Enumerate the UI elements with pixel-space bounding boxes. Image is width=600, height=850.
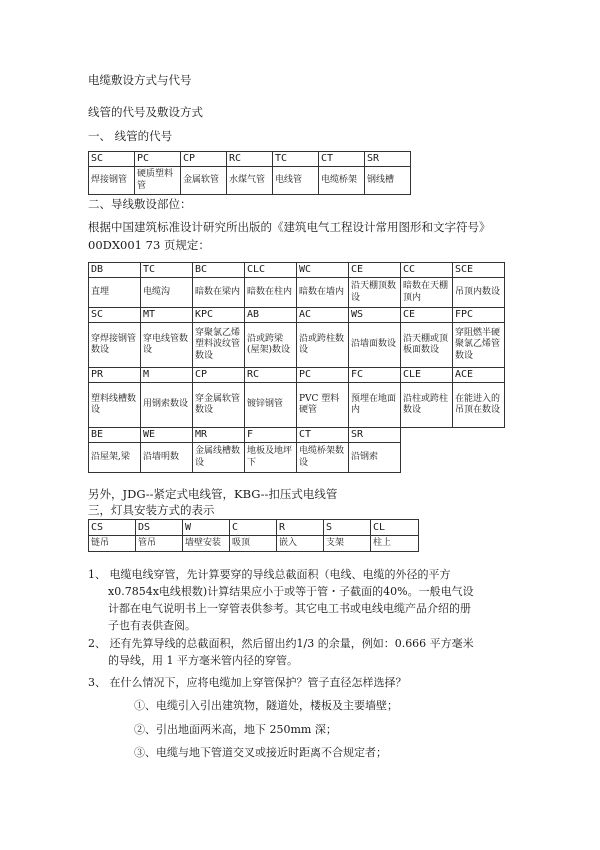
table-cell-code: WE <box>141 428 193 443</box>
wiring-location-table <box>88 262 505 473</box>
table-cell-code: BC <box>193 263 245 278</box>
table-cell-code: ACE <box>453 368 505 383</box>
table-cell-desc: 沿柱或跨柱数设 <box>401 383 453 428</box>
table-cell-desc: 嵌入 <box>277 536 324 552</box>
table-cell-desc: 预埋在地面内 <box>349 383 401 428</box>
table-cell-code: PC <box>297 368 349 383</box>
table-cell-code: CT <box>319 152 365 167</box>
table-cell-code: BE <box>89 428 141 443</box>
table-cell-code: CS <box>89 520 136 536</box>
table-cell-desc: 链吊 <box>89 536 136 552</box>
table-cell-desc: 直埋 <box>89 278 141 308</box>
table-cell-desc: 穿聚氯乙烯塑料波纹管数设 <box>193 323 245 368</box>
table-cell-desc: 沿天棚顶数设 <box>349 278 401 308</box>
table-cell-code: AC <box>297 308 349 323</box>
table-cell-desc: 墙壁安装 <box>183 536 230 552</box>
table-cell-desc: 塑料线槽数设 <box>89 383 141 428</box>
table-cell-desc: 暗数在梁内 <box>193 278 245 308</box>
table-cell-code: CLE <box>401 368 453 383</box>
part3-heading: 三，灯具安装方式的表示 <box>88 503 215 517</box>
table-cell-desc: 支架 <box>324 536 371 552</box>
table-cell-code: SC <box>89 152 135 167</box>
paragraph-1-line-3: 计都在电气说明书上一穿管表供参考。其它电工书或电线电缆产品介绍的册 <box>108 602 471 615</box>
table-cell-code: SCE <box>453 263 505 278</box>
table-cell-desc: 地板及地坪下 <box>245 443 297 473</box>
table-cell-code: CP <box>181 152 227 167</box>
table-cell-desc: 沿墙明数 <box>141 443 193 473</box>
table-cell-code: CP <box>193 368 245 383</box>
table-cell-desc: 金属线槽数设 <box>193 443 245 473</box>
table-cell-code: TC <box>273 152 319 167</box>
table-cell-code: WC <box>297 263 349 278</box>
list-item-1: ①、电缆引入引出建筑物，隧道处，楼板及主要墙壁； <box>134 699 398 712</box>
table-cell-empty <box>401 443 453 473</box>
table-cell-desc: 沿钢索 <box>349 443 401 473</box>
paragraph-1-line-4: 子也有表供查阅。 <box>108 619 196 632</box>
table-cell-desc: 穿焊接钢管数设 <box>89 323 141 368</box>
table-cell-code: FPC <box>453 308 505 323</box>
table-cell-desc: 电缆桥架数设 <box>297 443 349 473</box>
table-cell-desc: 电缆沟 <box>141 278 193 308</box>
table-cell-code: KPC <box>193 308 245 323</box>
table-cell-desc: 焊接钢管 <box>89 167 135 195</box>
table-cell-desc: 水煤气管 <box>227 167 273 195</box>
paragraph-2-line-1: 2、 还有先算导线的总截面积，然后留出约1/3 的余量，例如：0.666 平方毫米 <box>88 637 474 650</box>
table-cell-desc: 沿屋架,梁 <box>89 443 141 473</box>
table-cell-desc: 吸顶 <box>230 536 277 552</box>
note-line: 另外，JDG--紧定式电线管，KBG--扣压式电线管 <box>88 487 338 501</box>
table-cell-desc: 穿阻燃半硬聚氯乙烯管数设 <box>453 323 505 368</box>
table-cell-desc: 管吊 <box>136 536 183 552</box>
table-cell-desc: 硬质塑料管 <box>135 167 181 195</box>
table-cell-desc: PVC 塑料硬管 <box>297 383 349 428</box>
table-cell-code: RC <box>227 152 273 167</box>
table-cell-desc: 暗数在柱内 <box>245 278 297 308</box>
table-cell-desc: 沿或跨梁(屋架)数设 <box>245 323 297 368</box>
lamp-install-table <box>88 519 419 552</box>
list-item-3: ③、电缆与地下管道交叉或接近时距离不合规定者； <box>134 746 387 759</box>
table-cell-code: WS <box>349 308 401 323</box>
table-cell-code: M <box>141 368 193 383</box>
table-cell-code: S <box>324 520 371 536</box>
table-cell-code: DB <box>89 263 141 278</box>
table-cell-code: TC <box>141 263 193 278</box>
table-cell-empty <box>453 443 505 473</box>
table-cell-desc: 柱上 <box>371 536 419 552</box>
table-cell-code: CT <box>297 428 349 443</box>
table-cell-code: F <box>245 428 297 443</box>
table-cell-desc: 穿金属软管数设 <box>193 383 245 428</box>
table-cell-code: R <box>277 520 324 536</box>
table-cell-code: CC <box>401 263 453 278</box>
paragraph-1-line-1: 1、 电缆电线穿管，先计算要穿的导线总截面积（电线、电缆的外径的平方 <box>88 568 451 581</box>
table-cell-desc: 用钢索数设 <box>141 383 193 428</box>
part1-heading: 一、 线管的代号 <box>88 129 173 143</box>
part2-heading: 二、导线敷设部位： <box>88 197 192 211</box>
table-cell-desc: 在能进入的吊顶在数设 <box>453 383 505 428</box>
doc-title: 电缆敷设方式与代号 <box>88 73 192 87</box>
table-cell-code: C <box>230 520 277 536</box>
paragraph-2-line-2: 的导线，用 1 平方毫米管内径的穿管。 <box>108 654 298 667</box>
section-title: 线管的代号及敷设方式 <box>88 105 203 119</box>
table-cell-desc: 吊顶内数设 <box>453 278 505 308</box>
table-cell-desc: 沿墙面数设 <box>349 323 401 368</box>
table-cell-code: PR <box>89 368 141 383</box>
table-cell-code: CE <box>401 308 453 323</box>
paragraph-1-line-2: x0.7854x电线根数)计算结果应小于或等于管・子截面的40%。一般电气设 <box>108 585 474 598</box>
table-cell-desc: 电缆桥架 <box>319 167 365 195</box>
list-item-2: ②、引出地面两米高，地下 250mm 深； <box>134 723 337 736</box>
table-cell-code: MR <box>193 428 245 443</box>
table-cell-code: CE <box>349 263 401 278</box>
table-cell-desc: 沿天棚或顶板面数设 <box>401 323 453 368</box>
table-cell-desc: 钢线槽 <box>365 167 411 195</box>
table-cell-desc: 暗数在天棚顶内 <box>401 278 453 308</box>
table-cell-empty <box>401 428 453 443</box>
table-cell-code: DS <box>136 520 183 536</box>
part2-intro-line-2: 00DX001 73 页规定： <box>88 238 210 252</box>
table-cell-code: MT <box>141 308 193 323</box>
table-cell-desc: 穿电线管数设 <box>141 323 193 368</box>
table-cell-desc: 镀锌钢管 <box>245 383 297 428</box>
table-cell-code: SR <box>365 152 411 167</box>
table-cell-code: SC <box>89 308 141 323</box>
table-cell-code: CL <box>371 520 419 536</box>
table-cell-code: W <box>183 520 230 536</box>
conduit-code-table <box>88 151 411 195</box>
table-cell-desc: 电线管 <box>273 167 319 195</box>
table-cell-code: CLC <box>245 263 297 278</box>
table-cell-code: FC <box>349 368 401 383</box>
table-cell-desc: 沿或跨柱数设 <box>297 323 349 368</box>
table-cell-empty <box>453 428 505 443</box>
table-cell-code: RC <box>245 368 297 383</box>
table-cell-code: AB <box>245 308 297 323</box>
paragraph-3-line-1: 3、 在什么情况下，应将电缆加上穿管保护？管子直径怎样选择？ <box>88 676 407 689</box>
table-cell-desc: 暗数在墙内 <box>297 278 349 308</box>
part2-intro-line-1: 根据中国建筑标准设计研究所出版的《建筑电气工程设计常用图形和文字符号》 <box>88 220 491 234</box>
table-cell-code: PC <box>135 152 181 167</box>
table-cell-code: SR <box>349 428 401 443</box>
table-cell-desc: 金属软管 <box>181 167 227 195</box>
